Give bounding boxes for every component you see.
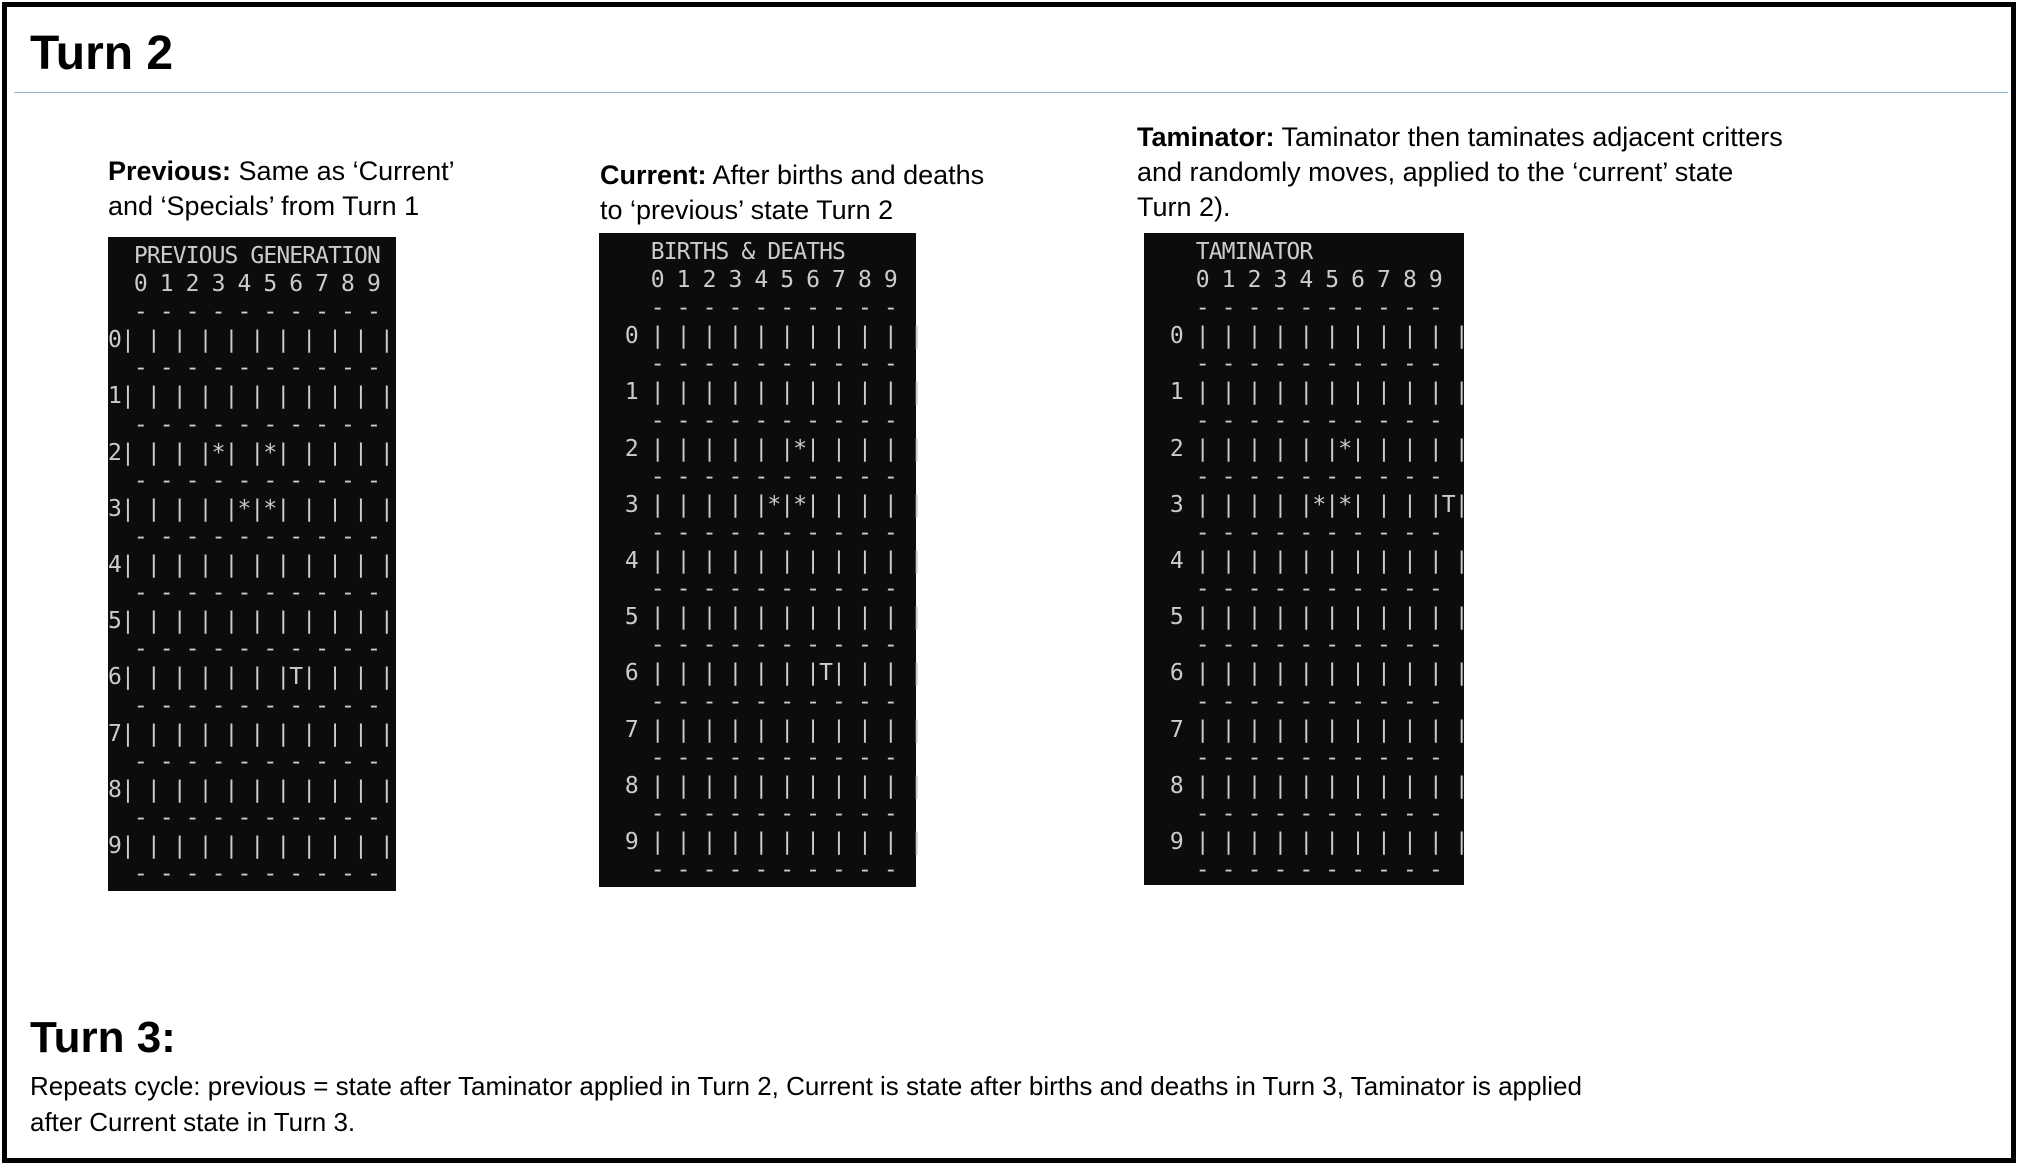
page-title: Turn 2 xyxy=(30,27,174,80)
caption-taminator xyxy=(1137,120,1783,225)
caption-taminator-line2: and randomly moves, applied to the ‘current’ state xyxy=(1137,157,1734,187)
grid-taminator: TAMINATOR 0 1 2 3 4 5 6 7 8 9 - - - - - - - - - - 0 | | | | | | | | | | | - - - - - - - - - - 1 | | | | | | | | | | | - - - - - - - - - - 2 | | | | | |*| | | | | - - - - - - - - - - 3 | | | | |*|*| | | |T| - - - - - - - - - - 4 | | | | | | | | | | | - - - - - - - - - - 5 | | | | | | | | | | | - - - - - - - - - - 6 | | | | | | | | | | | - - - - - - - - - - 7 | | | | | | | | | | | - - - - - - - - - - 8 | | | | | | | | | | | - - - - - - - - - - 9 | | | | | | | | | | | - - - - - - - - - - xyxy=(1169,239,1468,884)
caption-previous-line1: Same as ‘Current’ xyxy=(231,156,455,186)
footer-text: Repeats cycle: previous = state after Taminator applied in Turn 2, Current is state after births and deaths in Turn 3, Taminator is applied after Current state in Turn 3. xyxy=(30,1071,1582,1137)
grid-previous: PREVIOUS GENERATION 0 1 2 3 4 5 6 7 8 9 - - - - - - - - - - 0| | | | | | | | | | | - - - - - - - - - - 1| | | | | | | | | | | - - - - - - - - - - 2| | | |*| |*| | | | | - - - - - - - - - - 3| | | | |*|*| | | | | - - - - - - - - - - 4| | | | | | | | | | | - - - - - - - - - - 5| | | | | | | | | | | - - - - - - - - - - 6| | | | | | |T| | | | - - - - - - - - - - 7| | | | | | | | | | | - - - - - - - - - - 8| | | | | | | | | | | - - - - - - - - - - 9| | | | | | | | | | | - - - - - - - - - - xyxy=(108,243,393,888)
grid-current: BIRTHS & DEATHS 0 1 2 3 4 5 6 7 8 9 - - - - - - - - - - 0 | | | | | | | | | | | - - - - - - - - - - 1 | | | | | | | | | | | - - - - - - - - - - 2 | | | | | |*| | | | | - - - - - - - - - - 3 | | | | |*|*| | | | | - - - - - - - - - - 4 | | | | | | | | | | | - - - - - - - - - - 5 | | | | | | | | | | | - - - - - - - - - - 6 | | | | | | |T| | | | - - - - - - - - - - 7 | | | | | | | | | | | - - - - - - - - - - 8 | | | | | | | | | | | - - - - - - - - - - 9 | | | | | | | | | | | - - - - - - - - - - xyxy=(624,239,923,884)
console-previous-generation xyxy=(108,237,396,891)
caption-current xyxy=(600,158,984,228)
caption-current-line1: After births and deaths xyxy=(706,160,985,190)
caption-taminator-line1: Taminator then taminates adjacent critters xyxy=(1274,122,1783,152)
console-births-deaths xyxy=(599,233,923,887)
caption-taminator-line3: Turn 2). xyxy=(1137,192,1231,222)
footer-title: Turn 3: xyxy=(30,1013,176,1062)
caption-previous-label: Previous: xyxy=(108,156,232,186)
caption-previous xyxy=(108,154,455,224)
caption-previous-line2: and ‘Specials’ from Turn 1 xyxy=(108,191,420,221)
caption-taminator-label: Taminator: xyxy=(1137,122,1275,152)
caption-current-label: Current: xyxy=(600,160,707,190)
caption-current-line2: to ‘previous’ state Turn 2 xyxy=(600,195,894,225)
title-divider xyxy=(14,92,2008,93)
console-taminator xyxy=(1144,233,1468,885)
